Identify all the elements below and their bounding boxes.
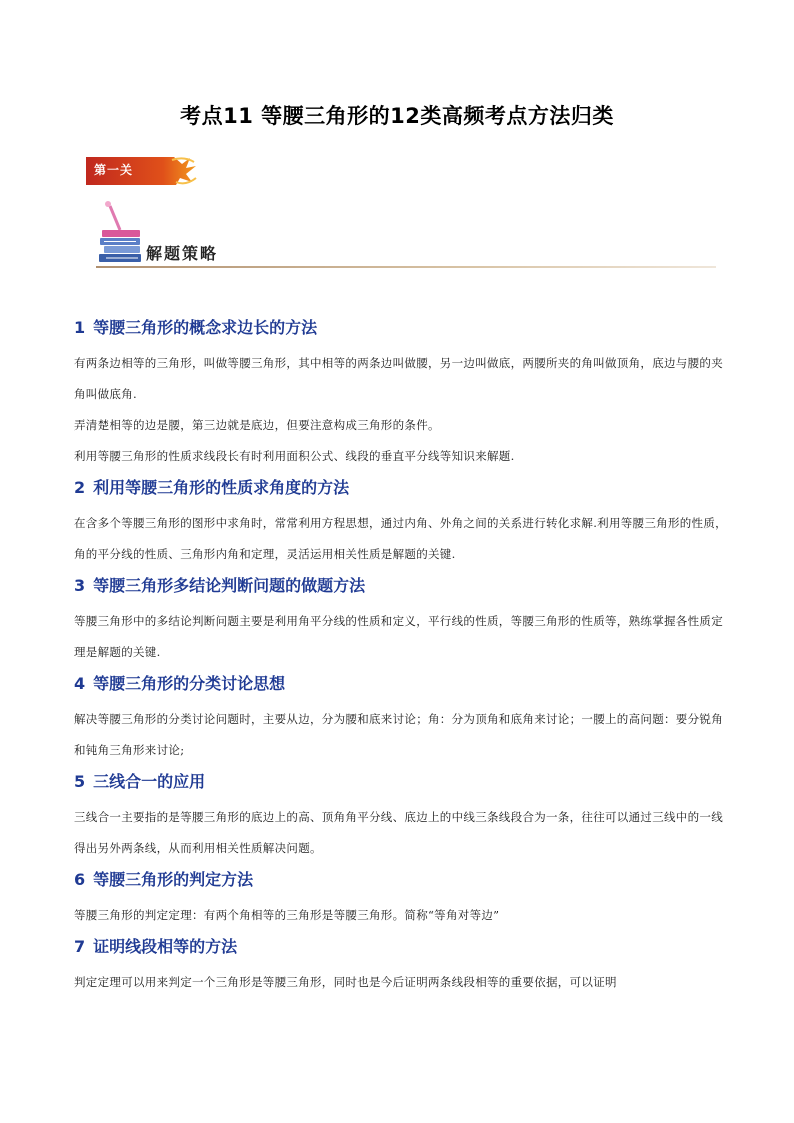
strategy-header xyxy=(96,200,716,275)
section-title: 三线合一的应用 xyxy=(93,772,206,791)
paragraph: 有两条边相等的三角形，叫做等腰三角形，其中相等的两条边叫做腰，另一边叫做底，两腰所夹的角叫做顶角，底边与腰的夹角叫做底角. xyxy=(74,356,723,401)
section-number: 2 xyxy=(74,478,86,497)
page-title: 考点11 等腰三角形的12类高频考点方法归类 xyxy=(180,104,614,128)
strategy-divider xyxy=(96,266,716,268)
level-badge xyxy=(86,154,198,188)
section-title: 等腰三角形多结论判断问题的做题方法 xyxy=(93,576,366,595)
section-heading xyxy=(74,316,730,340)
strategy-label: 解题策略 xyxy=(146,244,219,263)
section-number: 3 xyxy=(74,576,86,595)
paragraph: 解决等腰三角形的分类讨论问题时，主要从边，分为腰和底来讨论；角：分为顶角和底角来讨论；一腰上的高问题：要分锐角和钝角三角形来讨论; xyxy=(74,712,723,757)
section-heading xyxy=(74,476,730,500)
paragraph: 三线合一主要指的是等腰三角形的底边上的高、顶角角平分线、底边上的中线三条线段合为一条，往往可以通过三线中的一线得出另外两条线，从而利用相关性质解决问题。 xyxy=(74,810,723,855)
section-number: 4 xyxy=(74,674,86,693)
section-heading xyxy=(74,672,730,696)
section-title: 证明线段相等的方法 xyxy=(93,937,238,956)
section-title: 等腰三角形的概念求边长的方法 xyxy=(93,318,318,337)
section-4 xyxy=(74,672,730,766)
paragraph: 弄清楚相等的边是腰，第三边就是底边，但要注意构成三角形的条件。 xyxy=(74,418,440,432)
section-number: 6 xyxy=(74,870,86,889)
paragraph: 在含多个等腰三角形的图形中求角时，常常利用方程思想，通过内角、外角之间的关系进行转化求解.利用等腰三角形的性质，角的平分线的性质、三角形内角和定理，灵活运用相关性质是解题的关键. xyxy=(74,516,727,561)
section-number: 1 xyxy=(74,318,86,337)
books-icon xyxy=(96,200,144,266)
paragraph: 利用等腰三角形的性质求线段长有时利用面积公式、线段的垂直平分线等知识来解题. xyxy=(74,449,515,463)
section-1 xyxy=(74,316,730,472)
section-heading xyxy=(74,770,730,794)
level-badge-label: 第一关 xyxy=(94,163,134,177)
paragraph: 判定定理可以用来判定一个三角形是等腰三角形，同时也是今后证明两条线段相等的重要依据，可以证明 xyxy=(74,975,617,989)
section-title: 利用等腰三角形的性质求角度的方法 xyxy=(93,478,350,497)
section-5 xyxy=(74,770,730,864)
paragraph: 等腰三角形中的多结论判断问题主要是利用角平分线的性质和定义，平行线的性质，等腰三角形的性质等，熟练掌握各性质定理是解题的关键. xyxy=(74,614,723,659)
section-7 xyxy=(74,935,730,998)
section-3 xyxy=(74,574,730,668)
section-heading xyxy=(74,574,730,598)
section-title: 等腰三角形的判定方法 xyxy=(93,870,254,889)
section-heading xyxy=(74,935,730,959)
section-6 xyxy=(74,868,730,931)
section-title: 等腰三角形的分类讨论思想 xyxy=(93,674,286,693)
content xyxy=(74,316,730,998)
paragraph: 等腰三角形的判定定理：有两个角相等的三角形是等腰三角形。简称“等角对等边” xyxy=(74,908,500,922)
section-number: 7 xyxy=(74,937,86,956)
section-2 xyxy=(74,476,730,570)
section-number: 5 xyxy=(74,772,86,791)
section-heading xyxy=(74,868,730,892)
